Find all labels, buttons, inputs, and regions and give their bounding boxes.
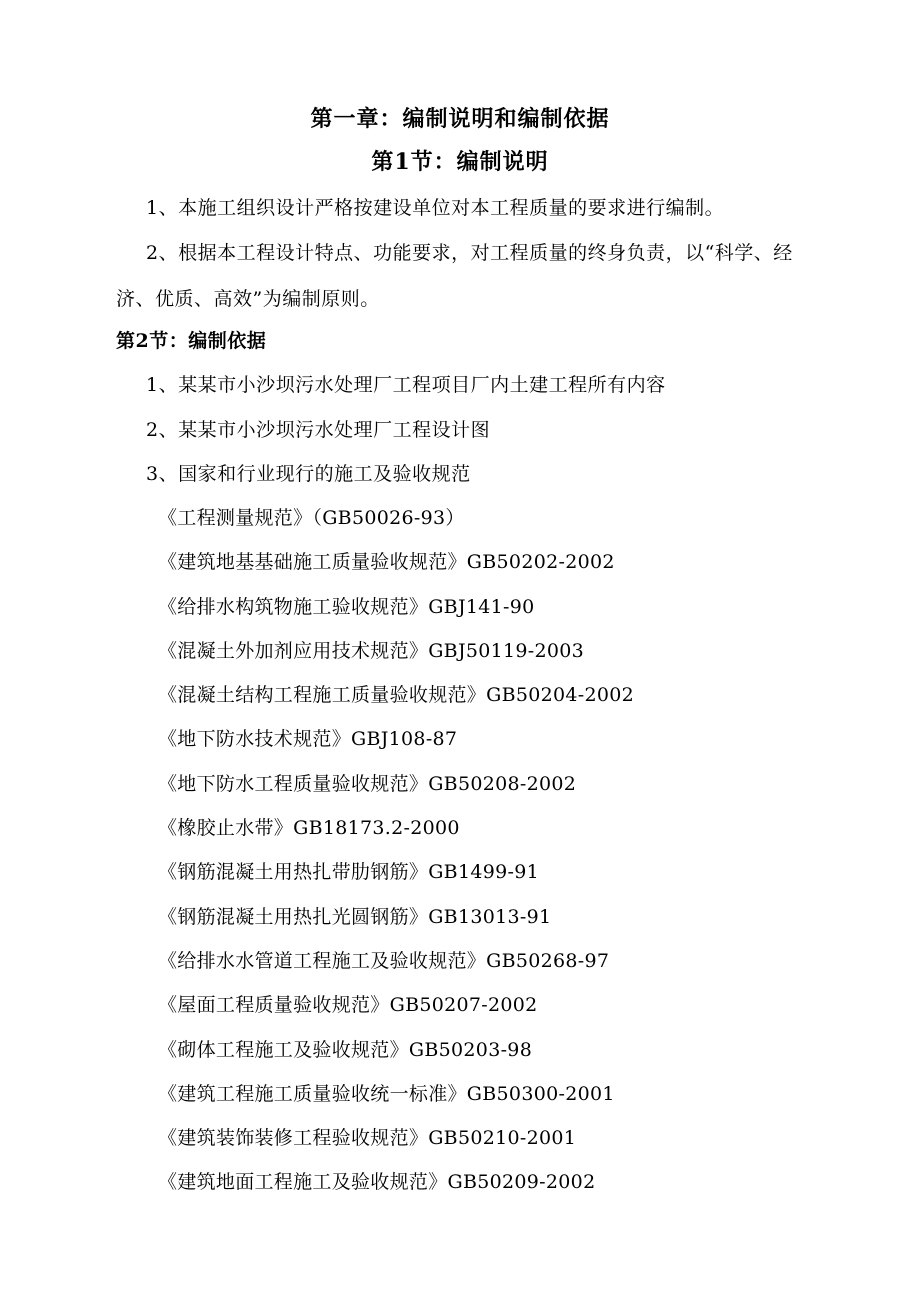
standard-item: 《给排水构筑物施工验收规范》GBJ141-90 (158, 595, 535, 618)
section1-title: 第1节：编制说明 (371, 149, 549, 175)
standard-item: 《砌体工程施工及验收规范》GB50203-98 (158, 1038, 533, 1061)
standard-item: 《给排水水管道工程施工及验收规范》GB50268-97 (158, 949, 610, 972)
standard-item: 《橡胶止水带》GB18173.2-2000 (158, 817, 460, 840)
paragraph-2: 2、根据本工程设计特点、功能要求，对工程质量的终身负责，以“科学、经济、优质、高效”为编制原则。 (116, 242, 793, 310)
standard-item: 《建筑地基基础施工质量验收规范》GB50202-2002 (158, 551, 615, 574)
standard-item: 《混凝土外加剂应用技术规范》GBJ50119-2003 (158, 639, 585, 662)
standard-item: 《地下防水工程质量验收规范》GB50208-2002 (158, 772, 577, 795)
standard-item: 《建筑地面工程施工及验收规范》GB50209-2002 (158, 1171, 596, 1194)
standard-item: 《地下防水技术规范》GBJ108-87 (158, 728, 458, 751)
section2-title: 第2节：编制依据 (116, 330, 267, 352)
basis-list (146, 363, 666, 497)
standard-item: 《屋面工程质量验收规范》GB50207-2002 (158, 994, 538, 1017)
standard-item: 《钢筋混凝土用热扎光圆钢筋》GB13013-91 (158, 905, 552, 928)
standard-item: 《建筑工程施工质量验收统一标准》GB50300-2001 (158, 1082, 615, 1105)
basis-item: 2、某某市小沙坝污水处理厂工程设计图 (146, 418, 491, 441)
standard-item: 《钢筋混凝土用热扎带肋钢筋》GB1499-91 (158, 861, 539, 884)
standard-item: 《混凝土结构工程施工质量验收规范》GB50204-2002 (158, 684, 635, 707)
paragraph-1: 1、本施工组织设计严格按建设单位对本工程质量的要求进行编制。 (146, 197, 725, 219)
chapter-title: 第一章：编制说明和编制依据 (310, 106, 610, 132)
basis-item: 1、某某市小沙坝污水处理厂工程项目厂内土建工程所有内容 (146, 374, 666, 396)
standards-list (158, 496, 634, 1205)
standard-item: 《建筑装饰装修工程验收规范》GB50210-2001 (158, 1127, 577, 1150)
basis-item: 3、国家和行业现行的施工及验收规范 (146, 463, 471, 485)
standard-item: 《工程测量规范》（GB50026-93） (158, 507, 465, 529)
